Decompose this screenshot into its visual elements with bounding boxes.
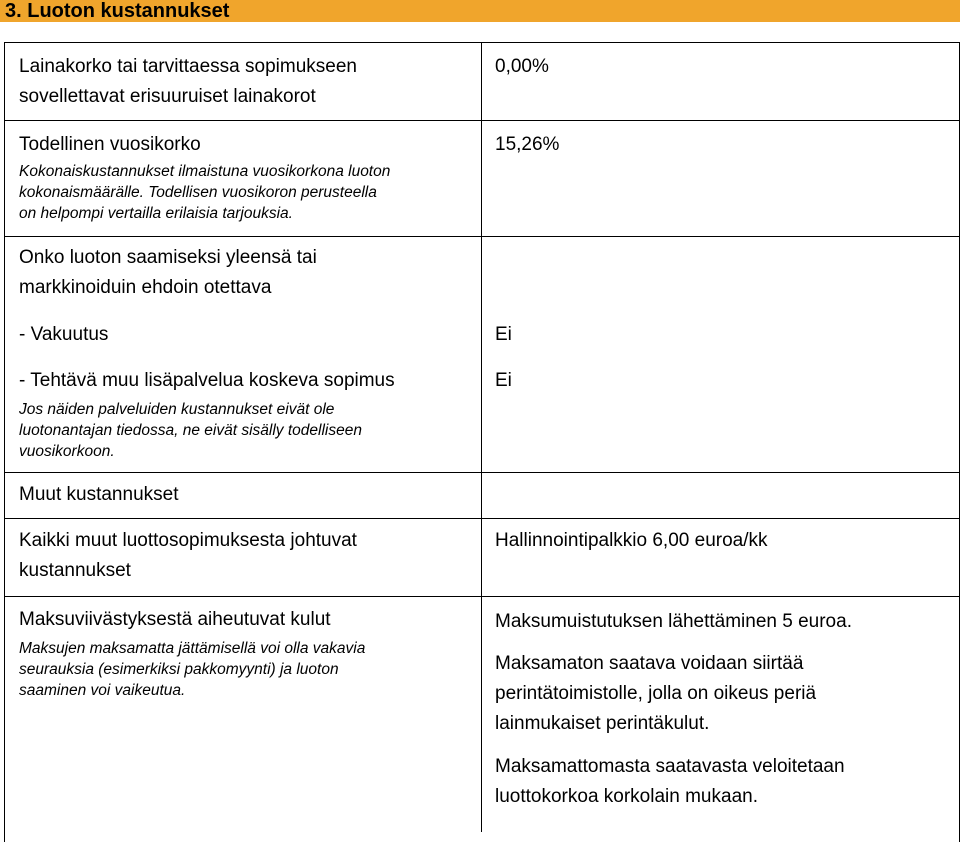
other-costs-label: Muut kustannukset: [19, 484, 179, 505]
apr-note-line-2: kokonaismäärälle. Todellisen vuosikoron perusteella: [19, 184, 377, 201]
late-payment-value-line-6: luottokorkoa korkolain mukaan.: [495, 786, 758, 807]
insurance-label: - Vakuutus: [19, 324, 109, 345]
mandatory-note-line-3: vuosikorkoon.: [19, 443, 115, 460]
interest-label-line-1: Lainakorko tai tarvittaessa sopimukseen: [19, 56, 357, 77]
mandatory-note-line-1: Jos näiden palveluiden kustannukset eivät ole: [19, 401, 335, 418]
apr-label: Todellinen vuosikorko: [19, 134, 201, 155]
all-costs-label-line-1: Kaikki muut luottosopimuksesta johtuvat: [19, 530, 357, 551]
insurance-value: Ei: [495, 324, 512, 345]
late-payment-label: Maksuviivästyksestä aiheutuvat kulut: [19, 609, 331, 630]
late-payment-value-line-3: perintätoimistolle, jolla on oikeus periä: [495, 683, 817, 704]
row-divider: [4, 472, 960, 473]
apr-note-line-3: on helpompi vertailla erilaisia tarjouksia.: [19, 205, 293, 222]
row-divider: [4, 518, 960, 519]
late-payment-value-line-1: Maksumuistutuksen lähettäminen 5 euroa.: [495, 611, 852, 632]
late-payment-note-line-3: saaminen voi vaikeutua.: [19, 682, 186, 699]
late-payment-value-line-5: Maksamattomasta saatavasta veloitetaan: [495, 756, 845, 777]
interest-value: 0,00%: [495, 56, 549, 77]
row-divider: [4, 236, 960, 237]
apr-value: 15,26%: [495, 134, 560, 155]
all-costs-label-line-2: kustannukset: [19, 560, 131, 581]
row-divider: [4, 120, 960, 121]
late-payment-value-line-2: Maksamaton saatava voidaan siirtää: [495, 653, 804, 674]
service-value: Ei: [495, 370, 512, 391]
section-header-bar: [0, 0, 960, 22]
late-payment-value-line-4: lainmukaiset perintäkulut.: [495, 713, 710, 734]
service-label: - Tehtävä muu lisäpalvelua koskeva sopimus: [19, 370, 395, 391]
mandatory-note-line-2: luotonantajan tiedossa, ne eivät sisälly todelliseen: [19, 422, 362, 439]
late-payment-note-line-1: Maksujen maksamatta jättämisellä voi olla vakavia: [19, 640, 366, 657]
column-divider: [481, 42, 482, 832]
section-title: 3. Luoton kustannukset: [5, 0, 230, 22]
row-divider: [4, 596, 960, 597]
late-payment-note-line-2: seurauksia (esimerkiksi pakkomyynti) ja luoton: [19, 661, 339, 678]
interest-label-line-2: sovellettavat erisuuruiset lainakorot: [19, 86, 316, 107]
mandatory-label-line-2: markkinoiduin ehdoin otettava: [19, 277, 272, 298]
mandatory-label-line-1: Onko luoton saamiseksi yleensä tai: [19, 247, 317, 268]
all-costs-value: Hallinnointipalkkio 6,00 euroa/kk: [495, 530, 768, 551]
apr-note-line-1: Kokonaiskustannukset ilmaistuna vuosikorkona luoton: [19, 163, 391, 180]
